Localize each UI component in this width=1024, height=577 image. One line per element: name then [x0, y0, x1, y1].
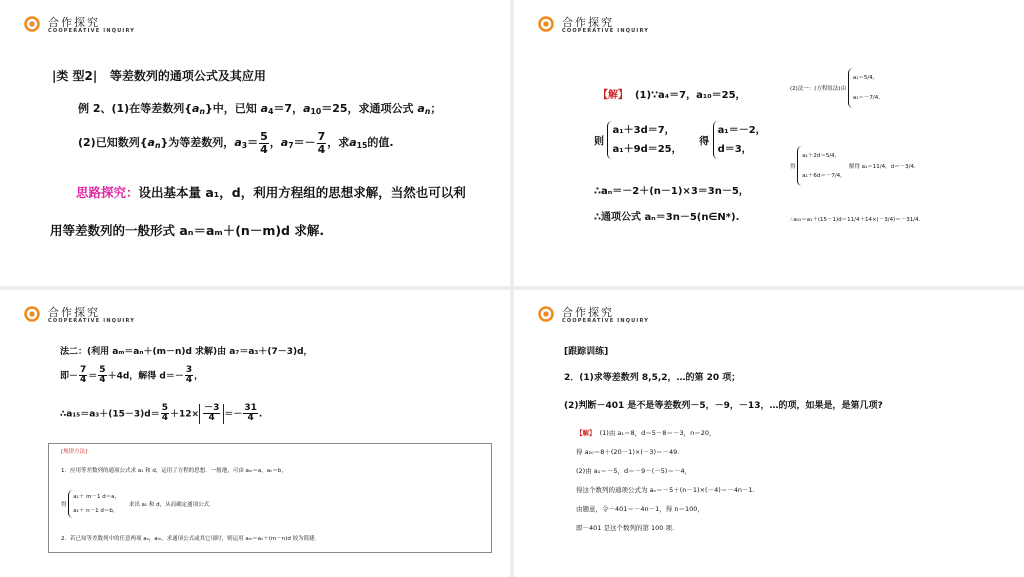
- header-title: 合作探究: [48, 306, 100, 319]
- method-1-line-3: ∴a₁₅＝a₁＋(15－1)d＝11/4＋14×(－3/4)＝－31/4.: [790, 217, 921, 223]
- logo-icon: [24, 16, 40, 32]
- example-2: (2)已知数列$\{a_n\}$为等差数列，$a_3=$ $\frac{5}{4}$ ，$a_7=-$ $\frac{7}{4}$ ，求$a_{15}$的值.: [78, 130, 394, 156]
- solution-line-4: ∴通项公式 aₙ＝3n－5(n∈N*).: [594, 212, 740, 223]
- box-item-2: 2．若已知等差数列中的任意两项 aₙ，aₘ，求通项公式或其它项时，则运用 aₘ＝aₙ＋(m－n)d 较为简捷.: [61, 536, 317, 542]
- header-subtitle: COOPERATIVE INQUIRY: [48, 28, 136, 34]
- logo-icon: [538, 16, 554, 32]
- solution-line-1: 【解】 (1)∵a₄＝7，a₁₀＝25，: [598, 90, 746, 101]
- method-1-line-1: (2)法一：(方程组法)由 a₁＝5/4, a₁＝－7/4,: [790, 68, 880, 108]
- box-title: [规律方法]: [61, 449, 88, 455]
- method-2-line-1: 法二：(利用 aₘ＝aₙ＋(m－n)d 求解)由 a₇＝a₃＋(7－3)d，: [60, 347, 313, 357]
- header-title: 合作探究: [48, 16, 100, 29]
- header-title: 合作探究: [562, 306, 614, 319]
- answer-line-6: 即－401 是这个数列的第 100 项.: [576, 524, 675, 532]
- answer-line-4: 得这个数列的通项公式为 aₙ＝－5＋(n－1)×(－4)＝－4n－1.: [576, 486, 755, 494]
- box-item-1: 1．应用等差数列的通项公式求 a₁ 和 d，运用了方程的思想．一般地，可由 aₘ＝a，aₙ＝b，: [61, 468, 287, 474]
- header-subtitle: COOPERATIVE INQUIRY: [562, 28, 650, 34]
- method-2-line-3: ∴a₁₅＝a₃＋(15－3)d＝ $\frac{5}{4}$ ＋12× $\frac{-3}{4}$ ＝－ $\frac{31}{4}$ .: [60, 403, 263, 424]
- solution-system: 则 a₁＋3d＝7， a₁＋9d＝25， 得 a₁＝－2， d＝3，: [594, 121, 766, 159]
- method-1-line-2: 得 a₁＋2d＝5/4, a₁＋6d＝－7/4, 解得 a₁＝11/4，d＝－3/4.: [790, 146, 916, 186]
- practice-q2: (2)判断－401 是不是等差数列－5，－9，－13，…的项，如果是，是第几项?: [564, 401, 883, 411]
- section-heading: |类 型2| 等差数列的通项公式及其应用: [52, 69, 266, 83]
- answer-line-5: 由题意，令－401＝－4n－1，得 n＝100，: [576, 505, 704, 513]
- think-line-1: 思路探究：设出基本量 a₁，d，利用方程组的思想求解，当然也可以利: [76, 185, 466, 200]
- box-item-1-system: 得 a₁＋ m－1 d＝a， a₁＋ n－1 d＝b， 求出 a₁ 和 d，从而确定通项公式．: [61, 490, 215, 518]
- header-subtitle: COOPERATIVE INQUIRY: [562, 318, 650, 324]
- answer-line-3: (2)由 a₁＝－5，d＝－9－(－5)＝－4，: [576, 467, 692, 475]
- answer-line-2: 得 a₂₀＝8＋(20－1)×(－3)＝－49.: [576, 448, 680, 456]
- slide-3: [0, 290, 510, 577]
- solution-line-3: ∴aₙ＝－2＋(n－1)×3＝3n－5，: [594, 186, 749, 197]
- slide-2: [514, 0, 1024, 286]
- slide-4: [514, 290, 1024, 577]
- logo-icon: [538, 306, 554, 322]
- logo-icon: [24, 306, 40, 322]
- practice-q1: 2．(1)求等差数列 8,5,2，…的第 20 项；: [564, 373, 741, 383]
- think-line-2: 用等差数列的一般形式 aₙ＝aₘ＋(n－m)d 求解.: [50, 223, 325, 238]
- method-summary-box: [48, 443, 492, 553]
- answer-line-1: 【解】 (1)由 a₁＝8，d＝5－8＝－3，n＝20，: [576, 429, 716, 437]
- header-title: 合作探究: [562, 16, 614, 29]
- method-2-line-2: 即－ $\frac{7}{4}$ ＝ $\frac{5}{4}$ ＋4d，解得 d＝－ $\frac{3}{4}$ ，: [60, 365, 204, 386]
- practice-title: [跟踪训练]: [564, 347, 609, 357]
- slide-1: [0, 0, 510, 286]
- example-1: 例 2、(1)在等差数列$\{a_n\}$中，已知 $a_4=7$，$a_{10}=25$，求通项公式 $a_n$；: [78, 102, 442, 116]
- header-subtitle: COOPERATIVE INQUIRY: [48, 318, 136, 324]
